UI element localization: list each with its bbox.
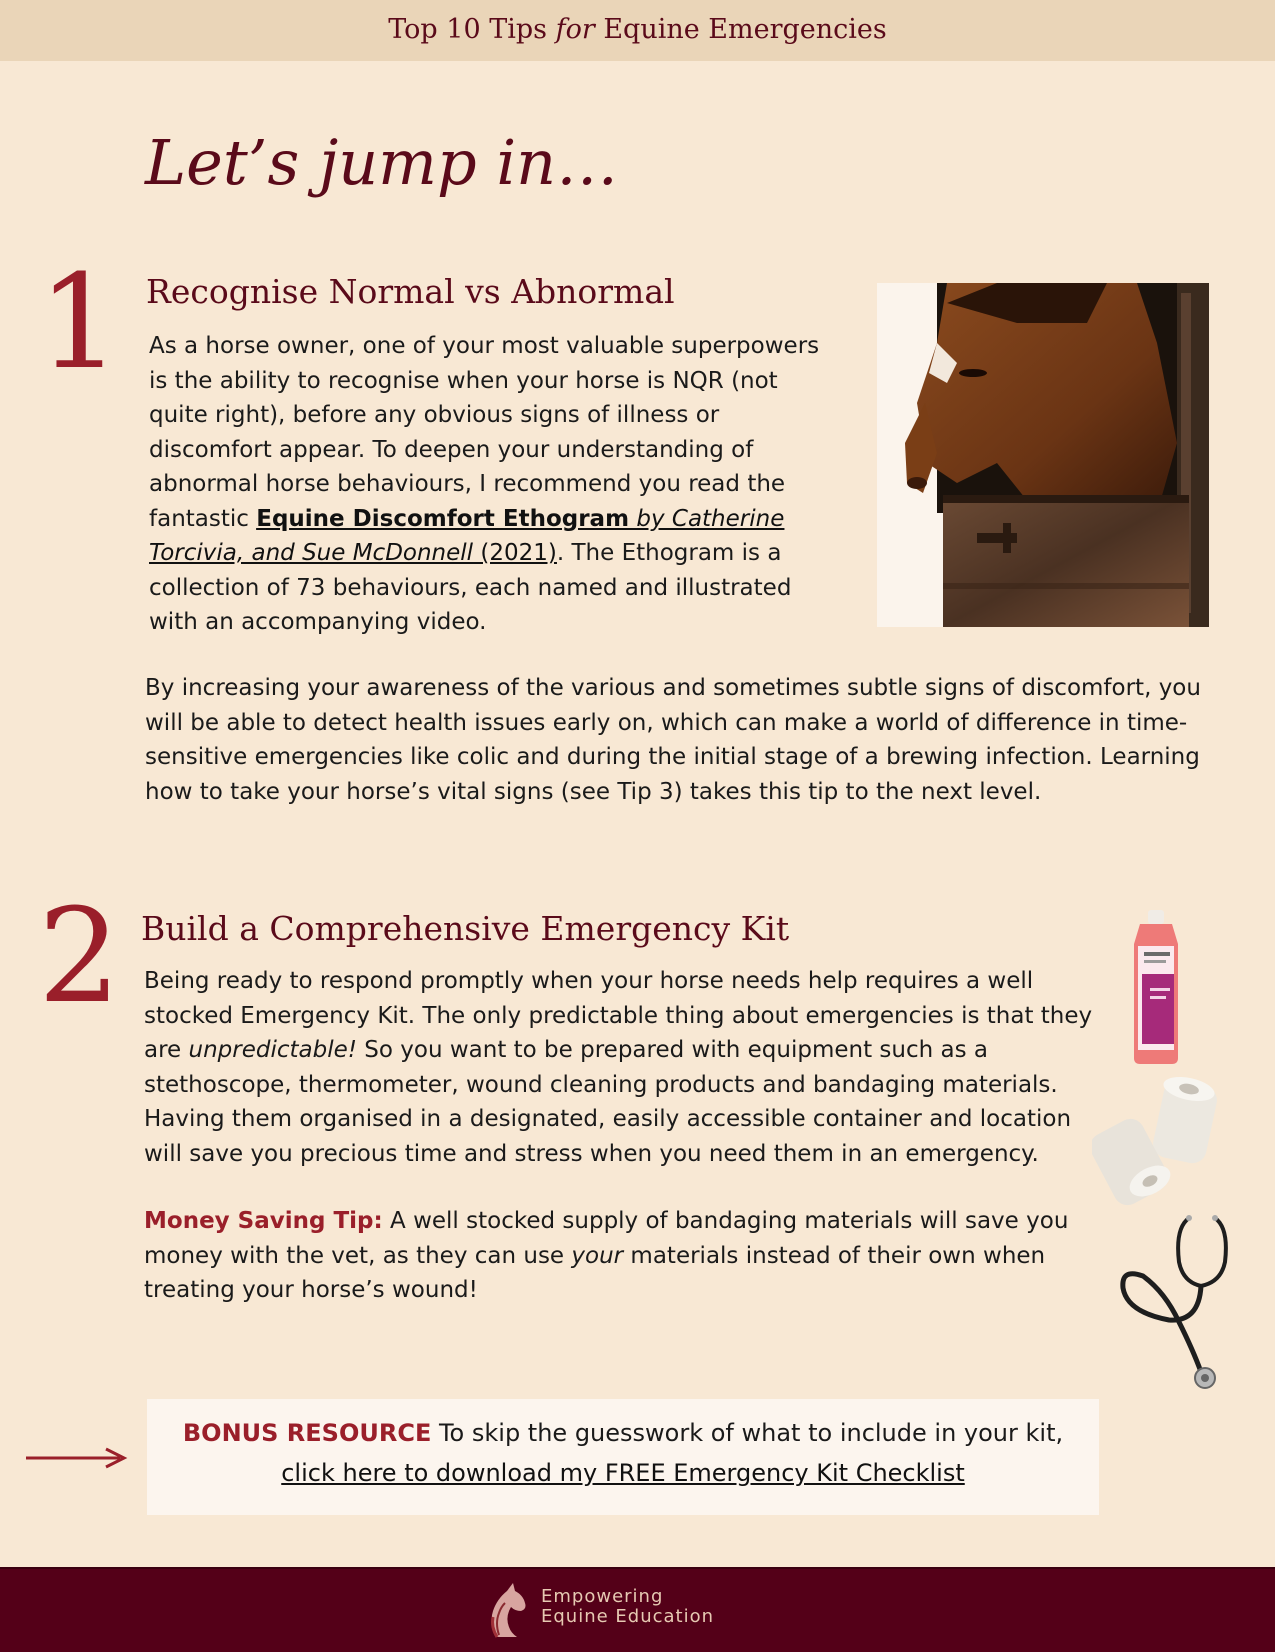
tip1-paragraph-1: As a horse owner, one of your most valuable superpowers is the ability to recognise when your horse is NQR (not quite right), before any obvious signs of illness or discomfort appear. To deepen your understanding of abnormal horse behaviours, I recommend you read the fantastic Equine Discomfort Ethogram by Catherine Torcivia, and Sue McDonnell (2021). The Ethogram is a collection of 73 behaviours, each named and illustrated with an accompanying video. [149, 333, 820, 635]
footer [0, 1567, 1275, 1652]
header-band [0, 0, 1275, 61]
arrow-right-icon [24, 1446, 128, 1470]
tip-number-1: 1 [38, 246, 121, 398]
header-title: Top 10 Tips for Equine Emergencies [388, 14, 887, 45]
horse-illustration [877, 283, 1209, 627]
bandage-rolls-image [1092, 1073, 1222, 1211]
antiseptic-bottle-image [1126, 910, 1186, 1065]
tip1-paragraph-2: By increasing your awareness of the various and sometimes subtle signs of discomfort, you will be able to detect health issues early on, which can make a world of difference in time-sensitive emergencies like colic and during the initial stage of a brewing infection. Learning how to take your horse’s vital signs (see Tip 3) takes this tip to the next level. [145, 675, 1201, 805]
tip2-paragraph-1: Being ready to respond promptly when your horse needs help requires a well stocked Emergency Kit. The only predictable thing about emergencies is that they are unpredictable! So you want to be prepared with equipment such as a stethoscope, thermometer, wound cleaning products and bandaging materials. Having them organised in a designated, easily accessible container and location will save you precious time and stress when you need them in an emergency. [144, 968, 1093, 1167]
footer-brand: Empowering Equine Education [541, 1586, 715, 1627]
stethoscope-image [1117, 1212, 1242, 1392]
emergency-kit-checklist-link[interactable]: click here to download my FREE Emergency Kit Checklist [281, 1459, 965, 1487]
horse-photo [877, 283, 1209, 627]
bonus-resource-label: BONUS RESOURCE [182, 1419, 432, 1447]
money-saving-tip: Money Saving Tip: A well stocked supply of bandaging materials will save you money with the vet, as they can use your materials instead of their own when treating your horse’s wound! [144, 1208, 1069, 1303]
intro-heading: Let’s jump in… [145, 126, 619, 199]
tip-title-1: Recognise Normal vs Abnormal [146, 272, 675, 311]
bonus-resource-text: BONUS RESOURCE To skip the guesswork of what to include in your kit, [182, 1419, 1064, 1447]
horse-head-logo-icon [487, 1581, 529, 1639]
tip-number-2: 2 [38, 880, 121, 1032]
bonus-resource-box [147, 1399, 1099, 1515]
ethogram-link[interactable]: Equine Discomfort Ethogram by Catherine Torcivia, and Sue McDonnell (2021) [149, 505, 785, 566]
money-saving-tip-label: Money Saving Tip: [144, 1208, 383, 1234]
tip-title-2: Build a Comprehensive Emergency Kit [141, 909, 790, 948]
